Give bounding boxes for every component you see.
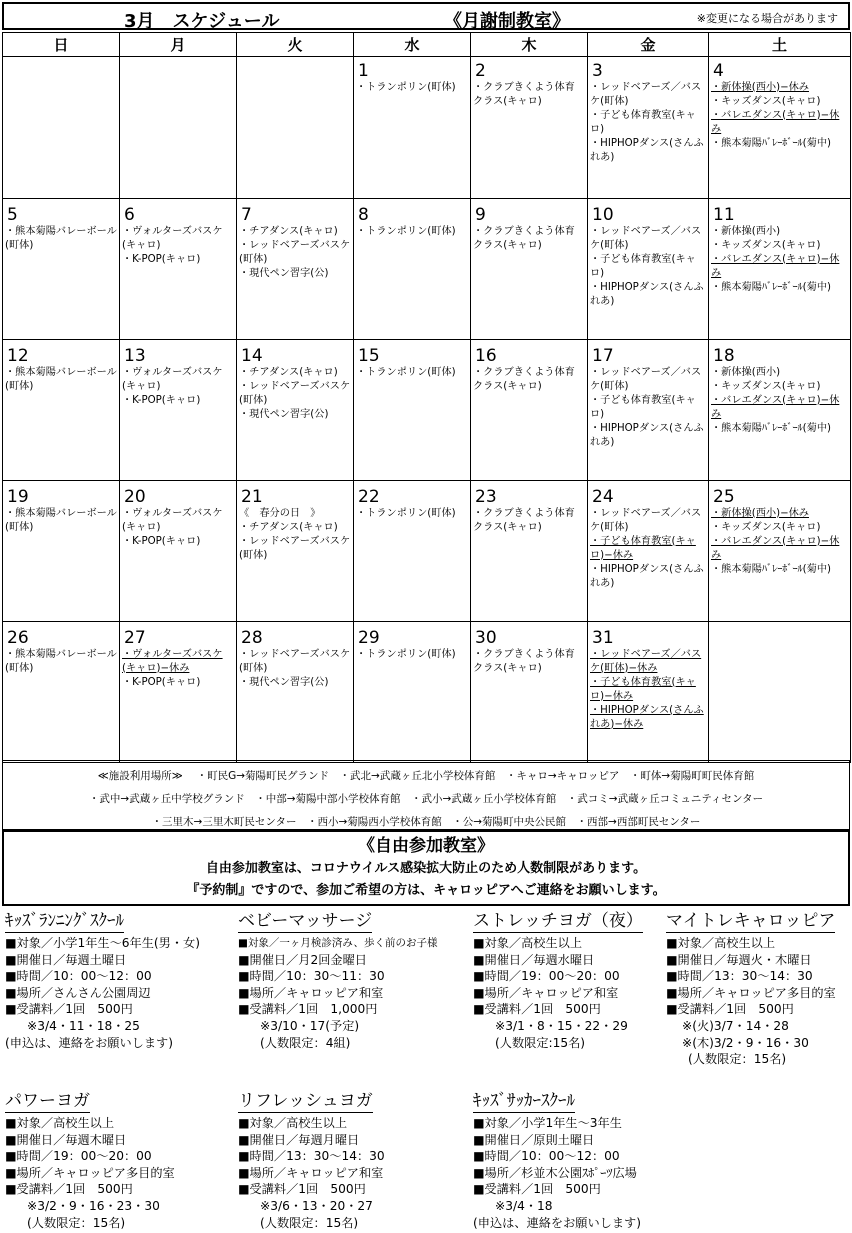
event-item: ・トランポリン(町体) xyxy=(356,648,456,660)
class-dates: ※3/6・13・20・27 xyxy=(260,1198,373,1213)
event-item: ・キッズダンス(キャロ) xyxy=(711,95,821,107)
event-item: ・熊本菊陽バレーボール(町体) xyxy=(5,366,117,392)
day-cell xyxy=(588,366,709,481)
event-item: ・トランポリン(町体) xyxy=(356,366,456,378)
class-title: マイトレキャロッピア xyxy=(666,911,836,931)
day-cell xyxy=(3,648,120,763)
class-note: (人数限定：15名) xyxy=(27,1215,126,1230)
class-title: ｷｯｽﾞｻｯｶｰｽｸｰﾙ xyxy=(473,1091,575,1111)
class-detail: ■時間／10：00～12：00 xyxy=(473,1149,620,1164)
event-item: ・子ども体育教室(キャロ)−休み xyxy=(590,535,696,561)
free-class-notice xyxy=(2,830,850,906)
day-number: 14 xyxy=(237,340,354,366)
day-cell xyxy=(120,648,237,763)
class-block xyxy=(473,910,643,1051)
weekday-header: 月 xyxy=(120,33,237,57)
facility-legend xyxy=(2,760,850,830)
class-detail: ■場所／キャロッピア多目的室 xyxy=(666,985,836,1000)
weekday-header: 金 xyxy=(588,33,709,57)
day-cell xyxy=(354,507,471,622)
class-dates: ※3/4・11・18・25 xyxy=(27,1018,140,1033)
facility-line: ≪施設利用場所≫ ・町民G→菊陽町民グランド ・武北→武蔵ヶ丘北小学校体育館 ・キャロ→キャロッピア ・町体→菊陽町町民体育館 xyxy=(97,770,755,782)
day-number: 12 xyxy=(3,340,120,366)
day-cell xyxy=(709,366,851,481)
day-number: 29 xyxy=(354,622,471,648)
day-number: 9 xyxy=(471,199,588,225)
day-number xyxy=(237,57,354,81)
free-class-text: 『予約制』ですので、参加ご希望の方は、キャロッピアへご連絡をお願いします。 xyxy=(186,883,666,898)
class-note: (人数限定：15名) xyxy=(688,1052,787,1067)
event-item: ・レッドベアーズ／バスケ(町体) xyxy=(590,225,702,251)
day-cell xyxy=(3,225,120,340)
weekday-header: 木 xyxy=(471,33,588,57)
class-note: (人数限定：4組) xyxy=(260,1035,351,1050)
event-item: ・チアダンス(キャロ) xyxy=(239,225,338,237)
day-cell xyxy=(709,81,851,199)
day-cell xyxy=(471,366,588,481)
day-cell xyxy=(588,648,709,763)
class-detail: ■開催日／毎週土曜日 xyxy=(5,952,127,967)
weekday-header: 水 xyxy=(354,33,471,57)
class-dates: ※3/1・8・15・22・29 xyxy=(495,1018,628,1033)
event-item: 《 春分の日 》 xyxy=(239,507,321,519)
class-detail: ■時間／13：30～14：30 xyxy=(238,1149,385,1164)
event-item: ・K-POP(キャロ) xyxy=(122,253,201,265)
class-note: (人数限定：15名) xyxy=(260,1215,359,1230)
class-detail: ■開催日／原則土曜日 xyxy=(473,1132,595,1147)
class-detail: ■対象／高校生以上 xyxy=(666,936,776,950)
class-title: リフレッシュヨガ xyxy=(238,1091,373,1111)
day-cell xyxy=(588,225,709,340)
class-title: ストレッチヨガ（夜） xyxy=(473,911,643,931)
calendar xyxy=(2,32,851,763)
day-cell xyxy=(237,225,354,340)
facility-line: ・三里木→三里木町民センター ・西小→菊陽西小学校体育館 ・公→菊陽町中央公民館 ・西部→西部町民センター xyxy=(151,816,701,828)
day-number: 10 xyxy=(588,199,709,225)
day-number: 31 xyxy=(588,622,709,648)
class-dates: ※3/4・18 xyxy=(495,1198,553,1213)
day-cell xyxy=(471,507,588,622)
day-cell xyxy=(3,366,120,481)
day-cell xyxy=(3,81,120,199)
event-item: ・トランポリン(町体) xyxy=(356,507,456,519)
event-item: ・K-POP(キャロ) xyxy=(122,535,201,547)
event-item: ・子ども体育教室(キャロ)−休み xyxy=(590,676,696,702)
class-title: パワーヨガ xyxy=(5,1091,90,1111)
event-item: ・レッドベアーズ／バスケ(町体) xyxy=(590,507,702,533)
event-item: ・熊本菊陽バレーボール(町体) xyxy=(5,507,117,533)
class-block xyxy=(5,1090,175,1231)
day-number: 30 xyxy=(471,622,588,648)
day-cell xyxy=(354,225,471,340)
class-detail: ■時間／10：00～12：00 xyxy=(5,969,152,984)
event-item: ・HIPHOPダンス(さんふれあ) xyxy=(590,422,704,448)
class-detail: ■場所／杉並木公園ｽﾎﾟｰﾂ広場 xyxy=(473,1165,637,1180)
day-cell xyxy=(120,81,237,199)
day-cell xyxy=(354,648,471,763)
class-detail: ■場所／キャロッピア和室 xyxy=(238,985,384,1000)
class-detail: ■時間／19：00～20：00 xyxy=(473,969,620,984)
free-class-text: 自由参加教室は、コロナウイルス感染拡大防止のため人数制限があります。 xyxy=(205,861,647,876)
day-number xyxy=(120,57,237,81)
class-detail: ■時間／19：00～20：00 xyxy=(5,1149,152,1164)
day-number: 27 xyxy=(120,622,237,648)
event-item: ・HIPHOPダンス(さんふれあ) xyxy=(590,281,704,307)
day-cell xyxy=(3,507,120,622)
class-dates: ※(木)3/2・9・16・30 xyxy=(682,1035,809,1050)
day-number xyxy=(3,57,120,81)
day-number: 7 xyxy=(237,199,354,225)
day-cell xyxy=(120,225,237,340)
day-cell xyxy=(237,366,354,481)
change-note: ※変更になる場合があります xyxy=(696,12,838,25)
event-item: ・レッドベアーズ／バスケ(町体) xyxy=(590,81,702,107)
day-number: 20 xyxy=(120,481,237,507)
class-detail: ■対象／小学1年生～6年生(男・女) xyxy=(5,936,200,950)
day-cell xyxy=(120,507,237,622)
event-item: ・子ども体育教室(キャロ) xyxy=(590,253,696,279)
event-item: ・子ども体育教室(キャロ) xyxy=(590,394,696,420)
class-detail: ■受講料／1回 500円 xyxy=(5,1002,133,1017)
day-number: 18 xyxy=(709,340,851,366)
event-item: ・ヴォルターズバスケ(キャロ) xyxy=(122,225,223,251)
day-cell xyxy=(120,366,237,481)
class-detail: ■時間／10：30～11：30 xyxy=(238,969,385,984)
event-item: ・K-POP(キャロ) xyxy=(122,676,201,688)
class-note: (申込は、連絡をお願いします) xyxy=(5,1035,173,1050)
event-item: ・新体操(西小) xyxy=(711,366,781,378)
event-item: ・キッズダンス(キャロ) xyxy=(711,521,821,533)
class-detail: ■受講料／1回 500円 xyxy=(473,1182,601,1197)
class-detail: ■受講料／1回 500円 xyxy=(5,1182,133,1197)
event-item: ・トランポリン(町体) xyxy=(356,225,456,237)
class-note: (人数限定:15名) xyxy=(495,1035,586,1050)
day-number: 2 xyxy=(471,57,588,81)
event-item: ・レッドベアーズ／バスケ(町体) xyxy=(590,366,702,392)
day-number: 28 xyxy=(237,622,354,648)
day-number: 23 xyxy=(471,481,588,507)
day-number: 26 xyxy=(3,622,120,648)
class-block xyxy=(473,1090,641,1231)
day-number: 13 xyxy=(120,340,237,366)
event-item: ・バレエダンス(キャロ)−休み xyxy=(711,109,840,135)
event-item: ・レッドベアーズバスケ(町体) xyxy=(239,239,351,265)
event-item: ・キッズダンス(キャロ) xyxy=(711,380,821,392)
day-cell xyxy=(709,225,851,340)
class-detail: ■開催日／毎週火・木曜日 xyxy=(666,952,812,967)
event-item: ・レッドベアーズバスケ(町体) xyxy=(239,535,351,561)
day-number: 5 xyxy=(3,199,120,225)
day-cell xyxy=(709,648,851,763)
day-number: 24 xyxy=(588,481,709,507)
class-detail: ■対象／一ヶ月検診済み、歩く前のお子様 xyxy=(238,937,438,949)
day-cell xyxy=(354,366,471,481)
class-block xyxy=(238,910,438,1051)
event-item: ・現代ペン習字(公) xyxy=(239,676,329,688)
day-number: 16 xyxy=(471,340,588,366)
event-item: ・バレエダンス(キャロ)−休み xyxy=(711,253,840,279)
class-detail: ■開催日／毎週木曜日 xyxy=(5,1132,127,1147)
class-title: ベビーマッサージ xyxy=(238,911,373,931)
class-detail: ■場所／キャロッピア和室 xyxy=(473,985,619,1000)
class-detail: ■受講料／1回 500円 xyxy=(666,1002,794,1017)
event-item: ・HIPHOPダンス(さんふれあ) xyxy=(590,137,704,163)
day-cell xyxy=(237,507,354,622)
month-title: 3月 スケジュール xyxy=(124,11,280,32)
class-detail: ■時間／13：30～14：30 xyxy=(666,969,813,984)
event-item: ・HIPHOPダンス(さんふれあ) xyxy=(590,563,704,589)
day-number: 19 xyxy=(3,481,120,507)
day-number: 1 xyxy=(354,57,471,81)
event-item: ・新体操(西小) xyxy=(711,225,781,237)
day-number: 8 xyxy=(354,199,471,225)
class-dates: ※3/10・17(予定) xyxy=(260,1018,360,1033)
event-item: ・現代ペン習字(公) xyxy=(239,408,329,420)
day-number: 11 xyxy=(709,199,851,225)
class-detail: ■対象／高校生以上 xyxy=(238,1116,348,1130)
class-detail: ■場所／キャロッピア和室 xyxy=(238,1165,384,1180)
day-cell xyxy=(237,81,354,199)
event-item: ・キッズダンス(キャロ) xyxy=(711,239,821,251)
event-item: ・チアダンス(キャロ) xyxy=(239,366,338,378)
event-item: ・チアダンス(キャロ) xyxy=(239,521,338,533)
day-cell xyxy=(588,81,709,199)
class-detail: ■場所／さんさん公園周辺 xyxy=(5,985,151,1000)
event-item: ・クラブきくよう体育クラス(キャロ) xyxy=(473,648,575,674)
class-detail: ■受講料／1回 500円 xyxy=(238,1182,366,1197)
event-item: ・レッドベアーズバスケ(町体) xyxy=(239,380,351,406)
event-item: ・子ども体育教室(キャロ) xyxy=(590,109,696,135)
day-number: 21 xyxy=(237,481,354,507)
day-number: 15 xyxy=(354,340,471,366)
weekday-header: 日 xyxy=(3,33,120,57)
day-cell xyxy=(237,648,354,763)
event-item: ・新体操(西小)−休み xyxy=(711,507,809,519)
event-item: ・熊本菊陽ﾊﾞﾚｰﾎﾞｰﾙ(菊中) xyxy=(711,422,832,434)
class-dates: ※3/2・9・16・23・30 xyxy=(27,1198,160,1213)
event-item: ・熊本菊陽ﾊﾞﾚｰﾎﾞｰﾙ(菊中) xyxy=(711,281,832,293)
day-cell xyxy=(471,81,588,199)
event-item: ・バレエダンス(キャロ)−休み xyxy=(711,394,840,420)
event-item: ・ヴォルターズバスケ(キャロ) xyxy=(122,507,223,533)
event-item: ・熊本菊陽ﾊﾞﾚｰﾎﾞｰﾙ(菊中) xyxy=(711,563,832,575)
event-item: ・レッドベアーズバスケ(町体) xyxy=(239,648,351,674)
day-cell xyxy=(471,648,588,763)
header xyxy=(2,2,850,30)
day-number: 6 xyxy=(120,199,237,225)
day-cell xyxy=(709,507,851,622)
event-item: ・HIPHOPダンス(さんふれあ)−休み xyxy=(590,704,704,730)
weekday-header: 土 xyxy=(709,33,851,57)
class-detail: ■受講料／1回 500円 xyxy=(473,1002,601,1017)
day-number: 17 xyxy=(588,340,709,366)
day-number: 22 xyxy=(354,481,471,507)
class-block xyxy=(5,910,200,1051)
class-dates: ※(火)3/7・14・28 xyxy=(682,1018,789,1033)
event-item: ・バレエダンス(キャロ)−休み xyxy=(711,535,840,561)
class-detail: ■開催日／毎週月曜日 xyxy=(238,1132,360,1147)
event-item: ・ヴォルターズバスケ(キャロ)−休み xyxy=(122,648,223,674)
class-block xyxy=(666,910,836,1068)
day-cell xyxy=(354,81,471,199)
day-number: 4 xyxy=(709,57,851,81)
event-item: ・K-POP(キャロ) xyxy=(122,394,201,406)
class-detail: ■開催日／毎週水曜日 xyxy=(473,952,595,967)
class-detail: ■受講料／1回 1,000円 xyxy=(238,1002,378,1017)
event-item: ・クラブきくよう体育クラス(キャロ) xyxy=(473,81,575,107)
event-item: ・熊本菊陽バレーボール(町体) xyxy=(5,225,117,251)
class-note: (申込は、連絡をお願いします) xyxy=(473,1215,641,1230)
class-detail: ■対象／高校生以上 xyxy=(5,1116,115,1130)
event-item: ・熊本菊陽バレーボール(町体) xyxy=(5,648,117,674)
class-block xyxy=(238,1090,385,1231)
class-detail: ■場所／キャロッピア多目的室 xyxy=(5,1165,175,1180)
page-title: 《月謝制教室》 xyxy=(444,11,570,32)
class-detail: ■開催日／月2回金曜日 xyxy=(238,952,367,967)
weekday-header: 火 xyxy=(237,33,354,57)
event-item: ・熊本菊陽ﾊﾞﾚｰﾎﾞｰﾙ(菊中) xyxy=(711,137,832,149)
day-number: 25 xyxy=(709,481,851,507)
day-cell xyxy=(588,507,709,622)
day-cell xyxy=(471,225,588,340)
event-item: ・現代ペン習字(公) xyxy=(239,267,329,279)
free-class-title: 《自由参加教室》 xyxy=(358,836,494,856)
class-detail: ■対象／高校生以上 xyxy=(473,936,583,950)
day-number xyxy=(709,622,851,648)
event-item: ・ヴォルターズバスケ(キャロ) xyxy=(122,366,223,392)
class-title: ｷｯｽﾞﾗﾝﾆﾝｸﾞｽｸｰﾙ xyxy=(5,911,124,931)
day-number: 3 xyxy=(588,57,709,81)
event-item: ・トランポリン(町体) xyxy=(356,81,456,93)
event-item: ・クラブきくよう体育クラス(キャロ) xyxy=(473,366,575,392)
facility-line: ・武中→武蔵ヶ丘中学校グランド ・中部→菊陽中部小学校体育館 ・武小→武蔵ヶ丘小学校体育館 ・武コミ→武蔵ヶ丘コミュニティセンター xyxy=(88,793,764,805)
event-item: ・クラブきくよう体育クラス(キャロ) xyxy=(473,507,575,533)
event-item: ・レッドベアーズ／バスケ(町体)−休み xyxy=(590,648,702,674)
event-item: ・新体操(西小)−休み xyxy=(711,81,809,93)
event-item: ・クラブきくよう体育クラス(キャロ) xyxy=(473,225,575,251)
class-detail: ■対象／小学1年生～3年生 xyxy=(473,1116,622,1130)
